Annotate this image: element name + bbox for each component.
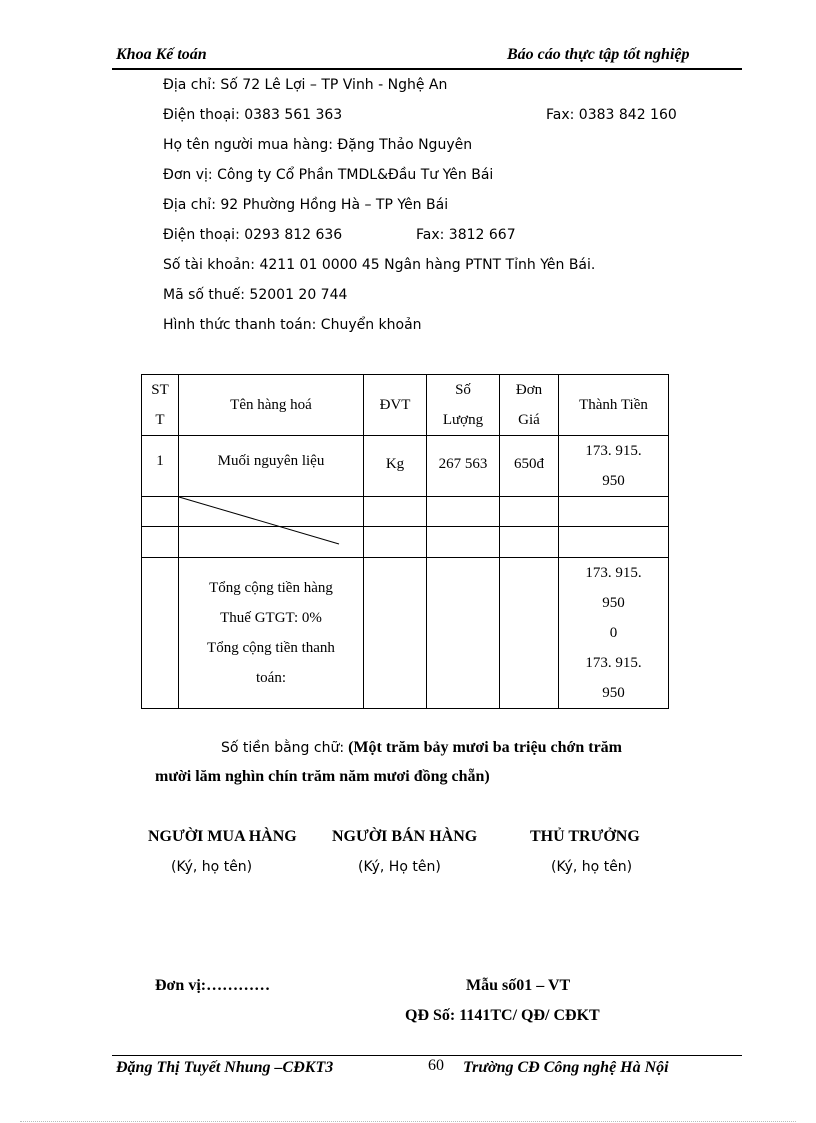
- buyer-fax: Fax: 3812 667: [416, 227, 516, 243]
- signature-director-note: (Ký, họ tên): [551, 859, 633, 875]
- footer-author: Đặng Thị Tuyết Nhung –CĐKT3: [116, 1059, 334, 1076]
- buyer-address: Địa chỉ: 92 Phường Hồng Hà – TP Yên Bái: [163, 197, 449, 213]
- header-unit: ĐVT: [364, 375, 427, 436]
- buyer-unit: Đơn vị: Công ty Cổ Phần TMDL&Đầu Tư Yên Bái: [163, 167, 494, 183]
- next-form-decision: QĐ Số: 1141TC/ QĐ/ CĐKT: [405, 1007, 600, 1024]
- buyer-account: Số tài khoản: 4211 01 0000 45 Ngân hàng PTNT Tỉnh Yên Bái.: [163, 257, 596, 273]
- signature-director-title: THỦ TRƯỞNG: [530, 828, 640, 845]
- empty-rows-strike-line: [178, 496, 343, 548]
- signature-seller-note: (Ký, Họ tên): [358, 859, 441, 875]
- seller-address: Địa chỉ: Số 72 Lê Lợi – TP Vinh - Nghệ An: [163, 77, 448, 93]
- signature-buyer-title: NGƯỜI MUA HÀNG: [148, 828, 297, 845]
- signature-seller-title: NGƯỜI BÁN HÀNG: [332, 828, 478, 845]
- summary-values: 173. 915. 950 0 173. 915. 950: [559, 558, 669, 709]
- buyer-name: Họ tên người mua hàng: Đặng Thảo Nguyên: [163, 137, 473, 153]
- header-rule: [112, 68, 742, 70]
- summary-labels: Tổng cộng tiền hàng Thuế GTGT: 0% Tổng cộng tiền thanh toán:: [179, 558, 364, 709]
- row-amount: 173. 915. 950: [559, 436, 669, 497]
- header-stt: ST T: [142, 375, 179, 436]
- seller-phone: Điện thoại: 0383 561 363: [163, 107, 343, 123]
- page-edge-dotted-line: [20, 1121, 796, 1122]
- amount-in-words-line1: Số tiền bằng chữ: (Một trăm bảy mươi ba triệu chớn trăm: [221, 739, 622, 756]
- table-header-row: [142, 375, 669, 436]
- table-row: [142, 436, 669, 497]
- header-unit-price: Đơn Giá: [500, 375, 559, 436]
- table-summary-row: [142, 558, 669, 709]
- payment-method: Hình thức thanh toán: Chuyển khoản: [163, 317, 422, 333]
- amount-in-words-line2: mười lăm nghìn chín trăm năm mươi đồng chẵn): [155, 768, 490, 785]
- footer-school: Trường CĐ Công nghệ Hà Nội: [463, 1059, 669, 1076]
- header-amount: Thành Tiền: [559, 375, 669, 436]
- header-report-title: Báo cáo thực tập tốt nghiệp: [507, 46, 690, 63]
- next-form-number: Mẫu số01 – VT: [466, 977, 571, 994]
- next-form-unit: Đơn vị:…………: [155, 977, 271, 994]
- row-unit: Kg: [364, 436, 427, 497]
- row-stt: 1: [142, 436, 179, 497]
- page-number: 60: [428, 1057, 444, 1074]
- header-department: Khoa Kế toán: [116, 46, 207, 63]
- header-quantity: Số Lượng: [427, 375, 500, 436]
- seller-fax: Fax: 0383 842 160: [546, 107, 677, 123]
- row-unit-price: 650đ: [500, 436, 559, 497]
- row-item-name: Muối nguyên liệu: [179, 436, 364, 497]
- buyer-tax-code: Mã số thuế: 52001 20 744: [163, 287, 348, 303]
- signature-buyer-note: (Ký, họ tên): [171, 859, 253, 875]
- footer-rule: [112, 1055, 742, 1056]
- buyer-phone: Điện thoại: 0293 812 636: [163, 227, 343, 243]
- header-item-name: Tên hàng hoá: [179, 375, 364, 436]
- row-quantity: 267 563: [427, 436, 500, 497]
